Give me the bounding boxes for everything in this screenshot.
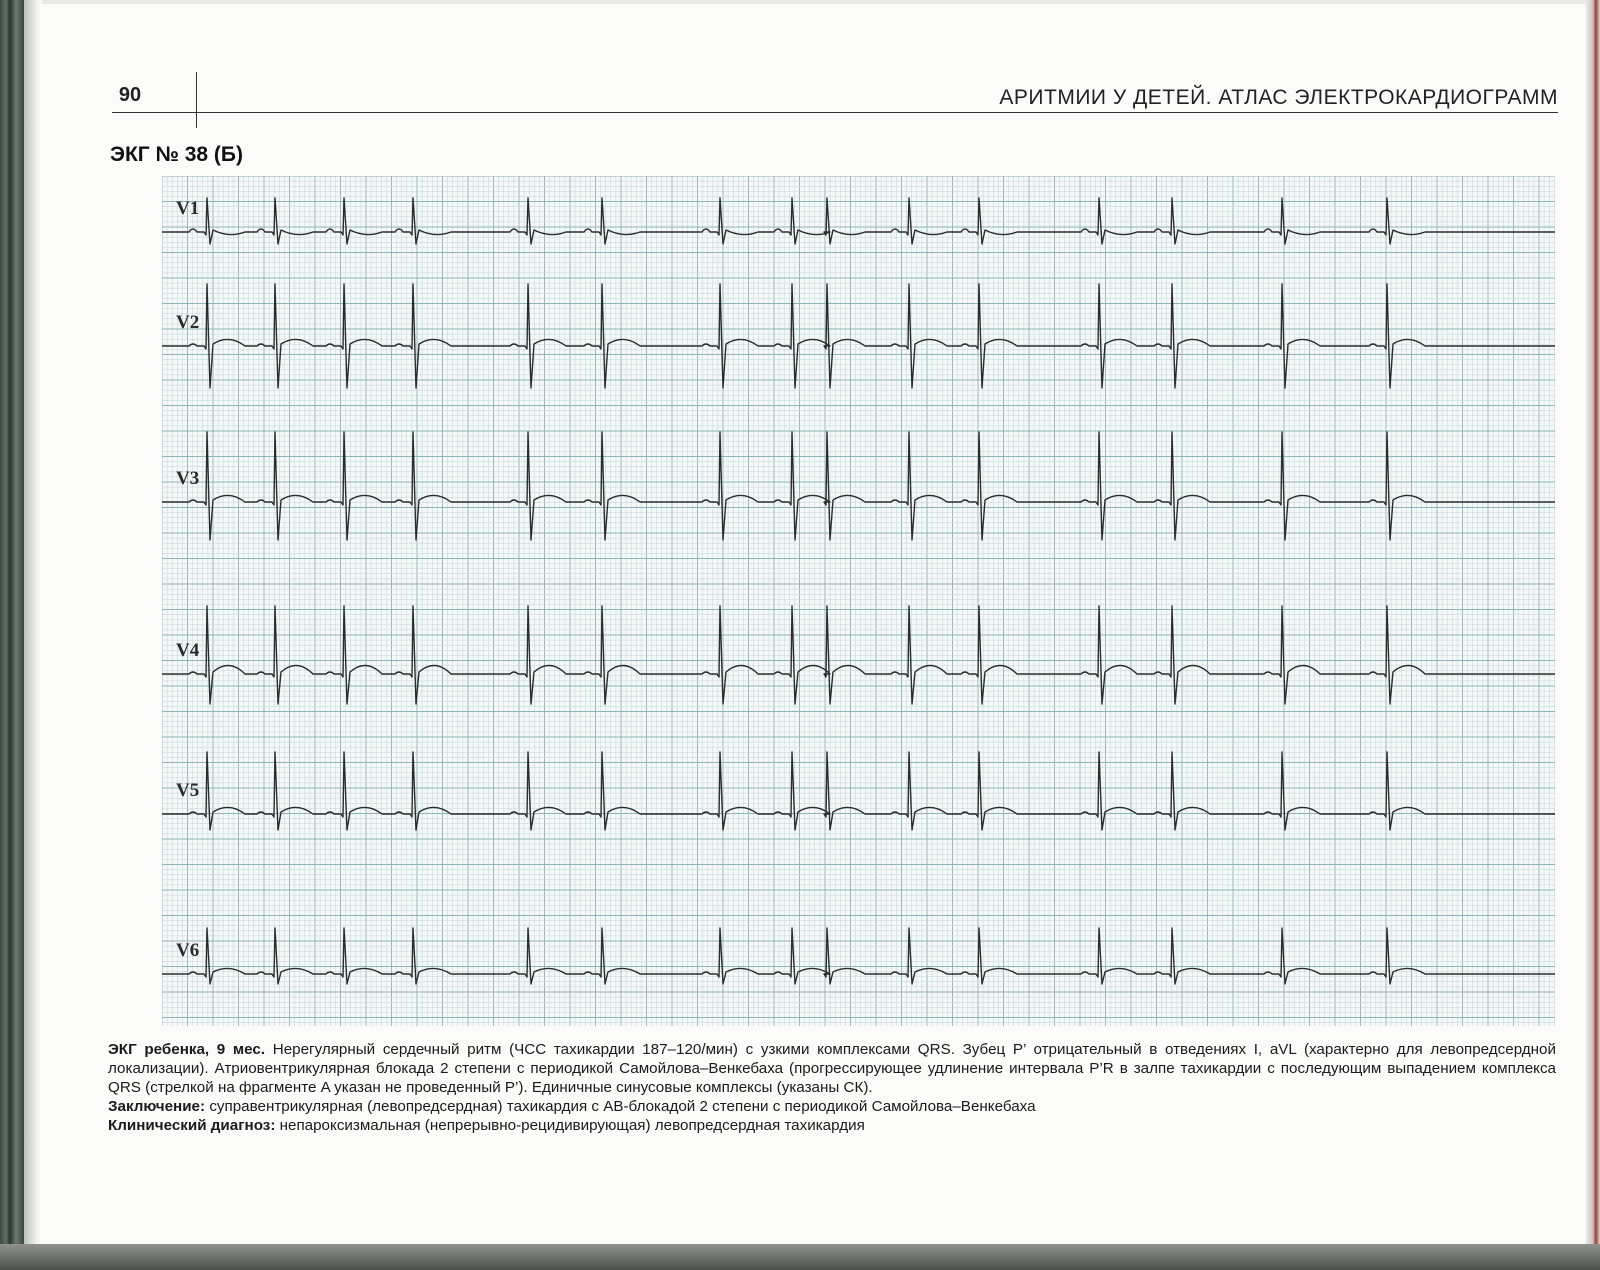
header-divider-vertical (196, 72, 197, 128)
caption-description-label: ЭКГ ребенка, 9 мес. (108, 1041, 266, 1058)
page-number: 90 (118, 84, 142, 106)
header-rule (112, 112, 1558, 113)
lead-label-v6: V6 (176, 940, 200, 961)
caption-diagnosis-text: непароксизмальная (непрерывно-рецидивирующая) левопредсердная тахикардия (279, 1117, 865, 1134)
lead-label-v1: V1 (176, 198, 200, 219)
caption-diagnosis-label: Клинический диагноз: (108, 1117, 276, 1134)
figure-caption (108, 1040, 1556, 1135)
page-bottom-shadow (0, 1244, 1600, 1270)
book-right-edge (1586, 0, 1600, 1250)
caption-conclusion-text: суправентрикулярная (левопредсердная) тахикардия с АВ-блокадой 2 степени с периодикой Самойлова–Венкебаха (209, 1098, 1036, 1115)
ecg-grid (162, 176, 1555, 1026)
ecg-title: ЭКГ № 38 (Б) (110, 143, 244, 166)
caption-conclusion (108, 1097, 1556, 1116)
caption-description (108, 1040, 1556, 1097)
caption-description-text: Нерегулярный сердечный ритм (ЧСС тахикардии 187–120/мин) с узкими комплексами QRS. Зубец P’ отрицательный в отведениях I, aVL (характерно для левопредсердной локализации). Атриовентрикулярная блокада 2 степени с периодикой Самойлова–Венкебаха (прогрессирующее удлинение интервала P’R в залпе тахикардии с последующим выпадением комплекса QRS (стрелкой на фрагменте A указан не проведенный P’). Единичные синусовые комплексы (указаны СК). (108, 1041, 1556, 1096)
ecg-chart (162, 176, 1555, 1026)
ecg-strip (162, 176, 1555, 1026)
running-title: АРИТМИИ У ДЕТЕЙ. АТЛАС ЭЛЕКТРОКАРДИОГРАММ (999, 86, 1558, 109)
caption-diagnosis (108, 1116, 1556, 1135)
caption-conclusion-label: Заключение: (108, 1098, 206, 1115)
lead-label-v5: V5 (176, 780, 200, 801)
lead-label-v2: V2 (176, 312, 200, 333)
book-spine (0, 0, 24, 1270)
lead-label-v4: V4 (176, 640, 200, 661)
lead-label-v3: V3 (176, 468, 200, 489)
